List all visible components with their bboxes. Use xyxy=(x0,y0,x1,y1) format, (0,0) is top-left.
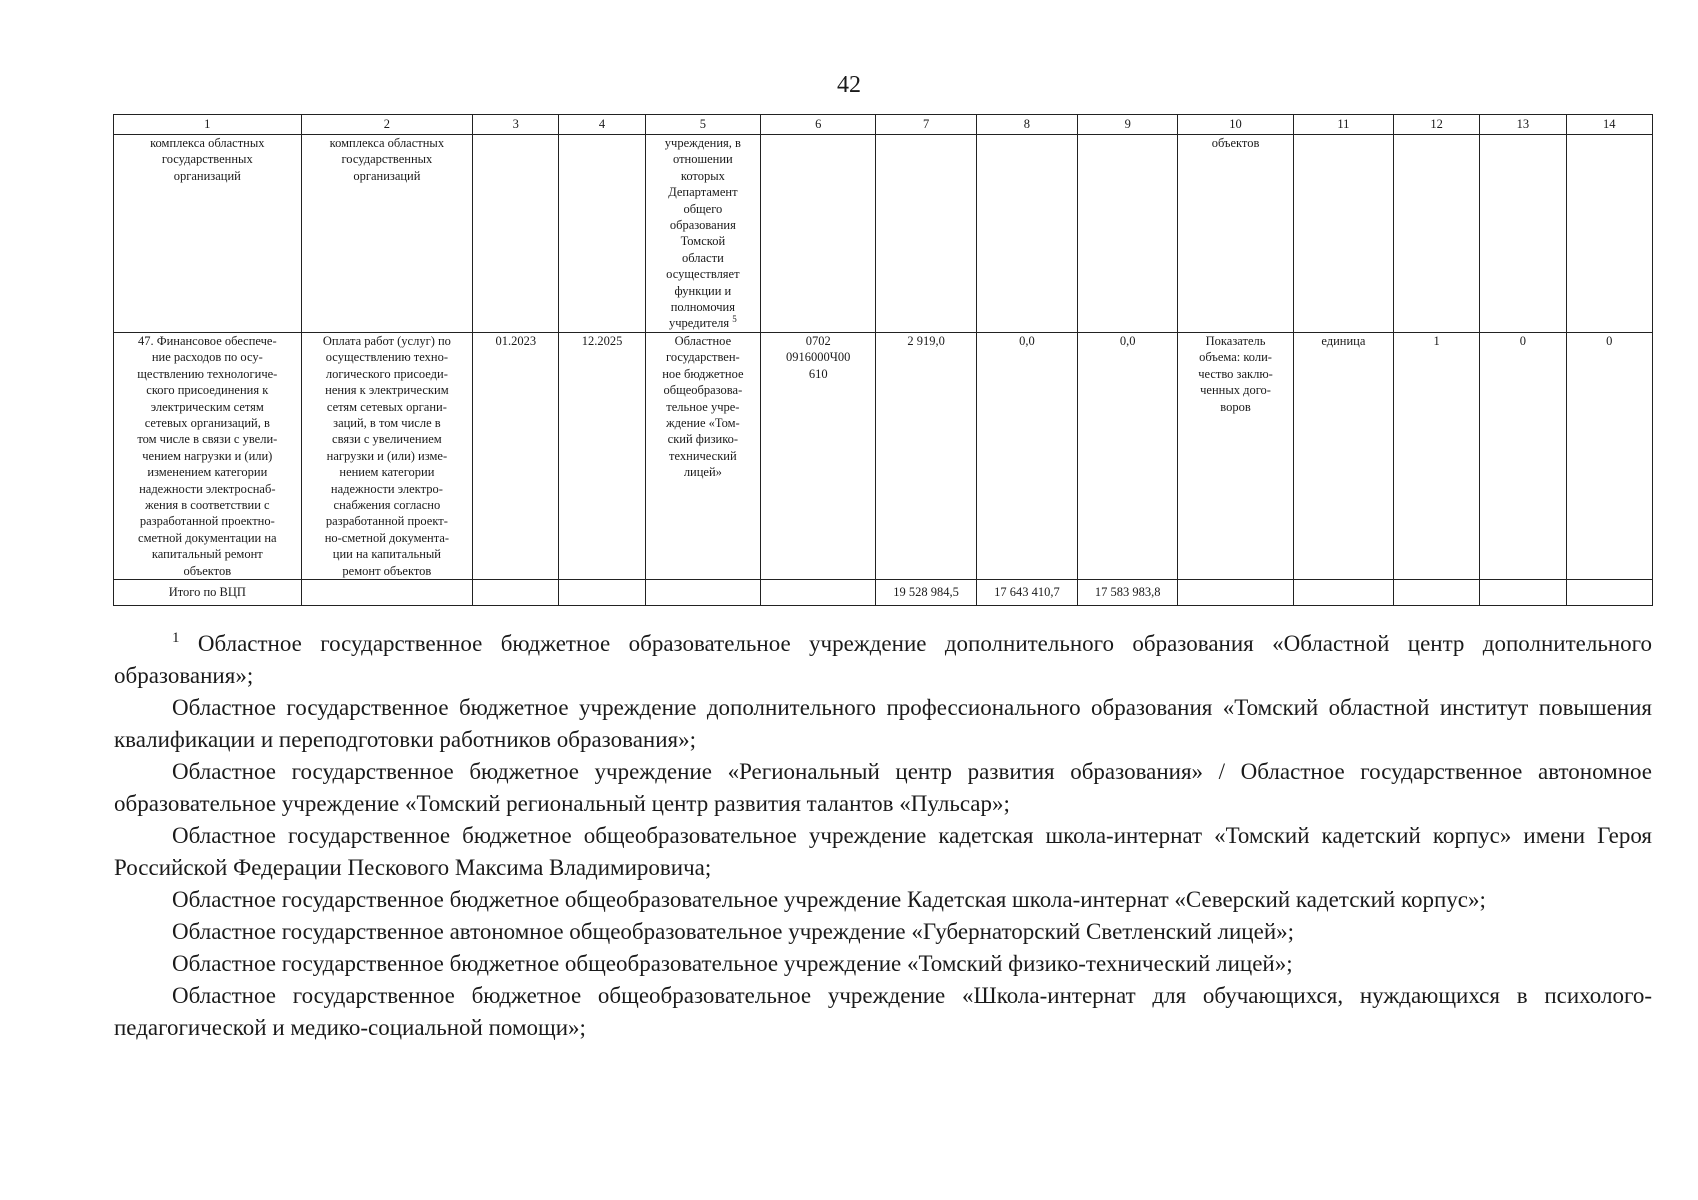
budget-table xyxy=(113,114,1653,606)
table-cell xyxy=(1480,579,1566,605)
table-cell xyxy=(761,135,876,333)
table-row-continuation xyxy=(114,135,1653,333)
table-cell: единица xyxy=(1293,332,1393,579)
table-cell xyxy=(473,135,559,333)
table-cell xyxy=(1480,135,1566,333)
column-header: 4 xyxy=(559,115,645,135)
table-cell: 01.2023 xyxy=(473,332,559,579)
footnote-mark: 1 xyxy=(172,630,180,646)
table-cell: 1 xyxy=(1394,332,1480,579)
table-row-47 xyxy=(114,332,1653,579)
table-cell: 47. Финансовое обеспече- ние расходов по осу- ществлению технологиче- ского присоединения к электрическим сетям сетевых организаций, в том числе в связи с увели- чением нагрузки и (или) изменением категории надежности электроснаб- жения в соответствии с разработанной проектно- сметной документации на капитальный ремонт объектов xyxy=(114,332,302,579)
table-cell xyxy=(1078,135,1178,333)
table-cell: 2 919,0 xyxy=(876,332,976,579)
table-cell: 17 643 410,7 xyxy=(976,579,1077,605)
table-cell: 0,0 xyxy=(976,332,1077,579)
table-cell: комплекса областных государственных организаций xyxy=(114,135,302,333)
table-cell: 0702 0916000Ч00 610 xyxy=(761,332,876,579)
footnotes xyxy=(114,628,1652,1044)
table-cell xyxy=(1178,579,1293,605)
table-cell: комплекса областных государственных организаций xyxy=(301,135,473,333)
table-cell-executor xyxy=(645,135,760,333)
column-header: 6 xyxy=(761,115,876,135)
table-cell xyxy=(645,579,760,605)
table-cell: объектов xyxy=(1178,135,1293,333)
table-cell xyxy=(1293,135,1393,333)
footnote-text: Областное государственное бюджетное образовательное учреждение дополнительного образования «Областной центр дополнительного образования»; xyxy=(114,631,1652,688)
table-cell: 19 528 984,5 xyxy=(876,579,976,605)
footnote-mark: 5 xyxy=(732,314,737,325)
column-header: 1 xyxy=(114,115,302,135)
column-header: 5 xyxy=(645,115,760,135)
column-header: 11 xyxy=(1293,115,1393,135)
table-cell: Итого по ВЦП xyxy=(114,579,302,605)
column-header: 3 xyxy=(473,115,559,135)
column-header: 13 xyxy=(1480,115,1566,135)
table-cell xyxy=(559,579,645,605)
table-cell: 12.2025 xyxy=(559,332,645,579)
table-cell: 0 xyxy=(1566,332,1652,579)
footnote-paragraph: Областное государственное бюджетное общеобразовательное учреждение «Школа-интернат для обучающихся, нуждающихся в психолого-педагогической и медико-социальной помощи»; xyxy=(114,983,1652,1040)
column-header: 2 xyxy=(301,115,473,135)
footnote-paragraph: Областное государственное бюджетное учреждение дополнительного профессионального образования «Томский областной институт повышения квалификации и переподготовки работников образования»; xyxy=(114,695,1652,752)
table-cell xyxy=(559,135,645,333)
table-cell: Показатель объема: коли- чество заклю- ченных дого- воров xyxy=(1178,332,1293,579)
column-header: 12 xyxy=(1394,115,1480,135)
column-header: 14 xyxy=(1566,115,1652,135)
table-cell: 0,0 xyxy=(1078,332,1178,579)
footnote-paragraph: Областное государственное бюджетное учреждение «Региональный центр развития образования» / Областное государственное автономное образовательное учреждение «Томский региональный центр развития талантов «Пульсар»; xyxy=(114,759,1652,816)
table-cell: 0 xyxy=(1480,332,1566,579)
column-number-row xyxy=(114,115,1653,135)
table-cell: Оплата работ (услуг) по осуществлению техно- логического присоеди- нения к электрическим сетям сетевых органи- заций, в том числе в связи с увеличением нагрузки и (или) изме- нением категории надежности электро- снабжения согласно разработанной проект- но-сметной документа- ции на капитальный ремонт объектов xyxy=(301,332,473,579)
table-cell: Областное государствен- ное бюджетное общеобразова- тельное учре- ждение «Том- ский физико- технический лицей» xyxy=(645,332,760,579)
column-header: 8 xyxy=(976,115,1077,135)
table-cell: 17 583 983,8 xyxy=(1078,579,1178,605)
column-header: 7 xyxy=(876,115,976,135)
table-cell xyxy=(876,135,976,333)
table-cell xyxy=(1394,579,1480,605)
footnote-paragraph: Областное государственное бюджетное общеобразовательное учреждение кадетская школа-интернат «Томский кадетский корпус» имени Героя Российской Федерации Пескового Максима Владимировича; xyxy=(114,823,1652,880)
table-cell xyxy=(976,135,1077,333)
cell-text: учреждения, в отношении которых Департамент общего образования Томской области осуществляет функции и полномочия учредителя xyxy=(664,136,741,331)
column-header: 10 xyxy=(1178,115,1293,135)
column-header: 9 xyxy=(1078,115,1178,135)
table-cell xyxy=(1394,135,1480,333)
page-number: 42 xyxy=(837,72,861,98)
footnote-paragraph: Областное государственное бюджетное общеобразовательное учреждение «Томский физико-технический лицей»; xyxy=(172,951,1293,976)
footnote-paragraph: Областное государственное автономное общеобразовательное учреждение «Губернаторский Светленский лицей»; xyxy=(172,919,1295,944)
table-cell xyxy=(301,579,473,605)
footnote-paragraph: Областное государственное бюджетное общеобразовательное учреждение Кадетская школа-интернат «Северский кадетский корпус»; xyxy=(172,887,1486,912)
table-cell xyxy=(1566,135,1652,333)
footnote-paragraph xyxy=(114,628,1652,692)
table-cell xyxy=(761,579,876,605)
table-cell xyxy=(1566,579,1652,605)
table-row-total xyxy=(114,579,1653,605)
table-cell xyxy=(1293,579,1393,605)
table-cell xyxy=(473,579,559,605)
